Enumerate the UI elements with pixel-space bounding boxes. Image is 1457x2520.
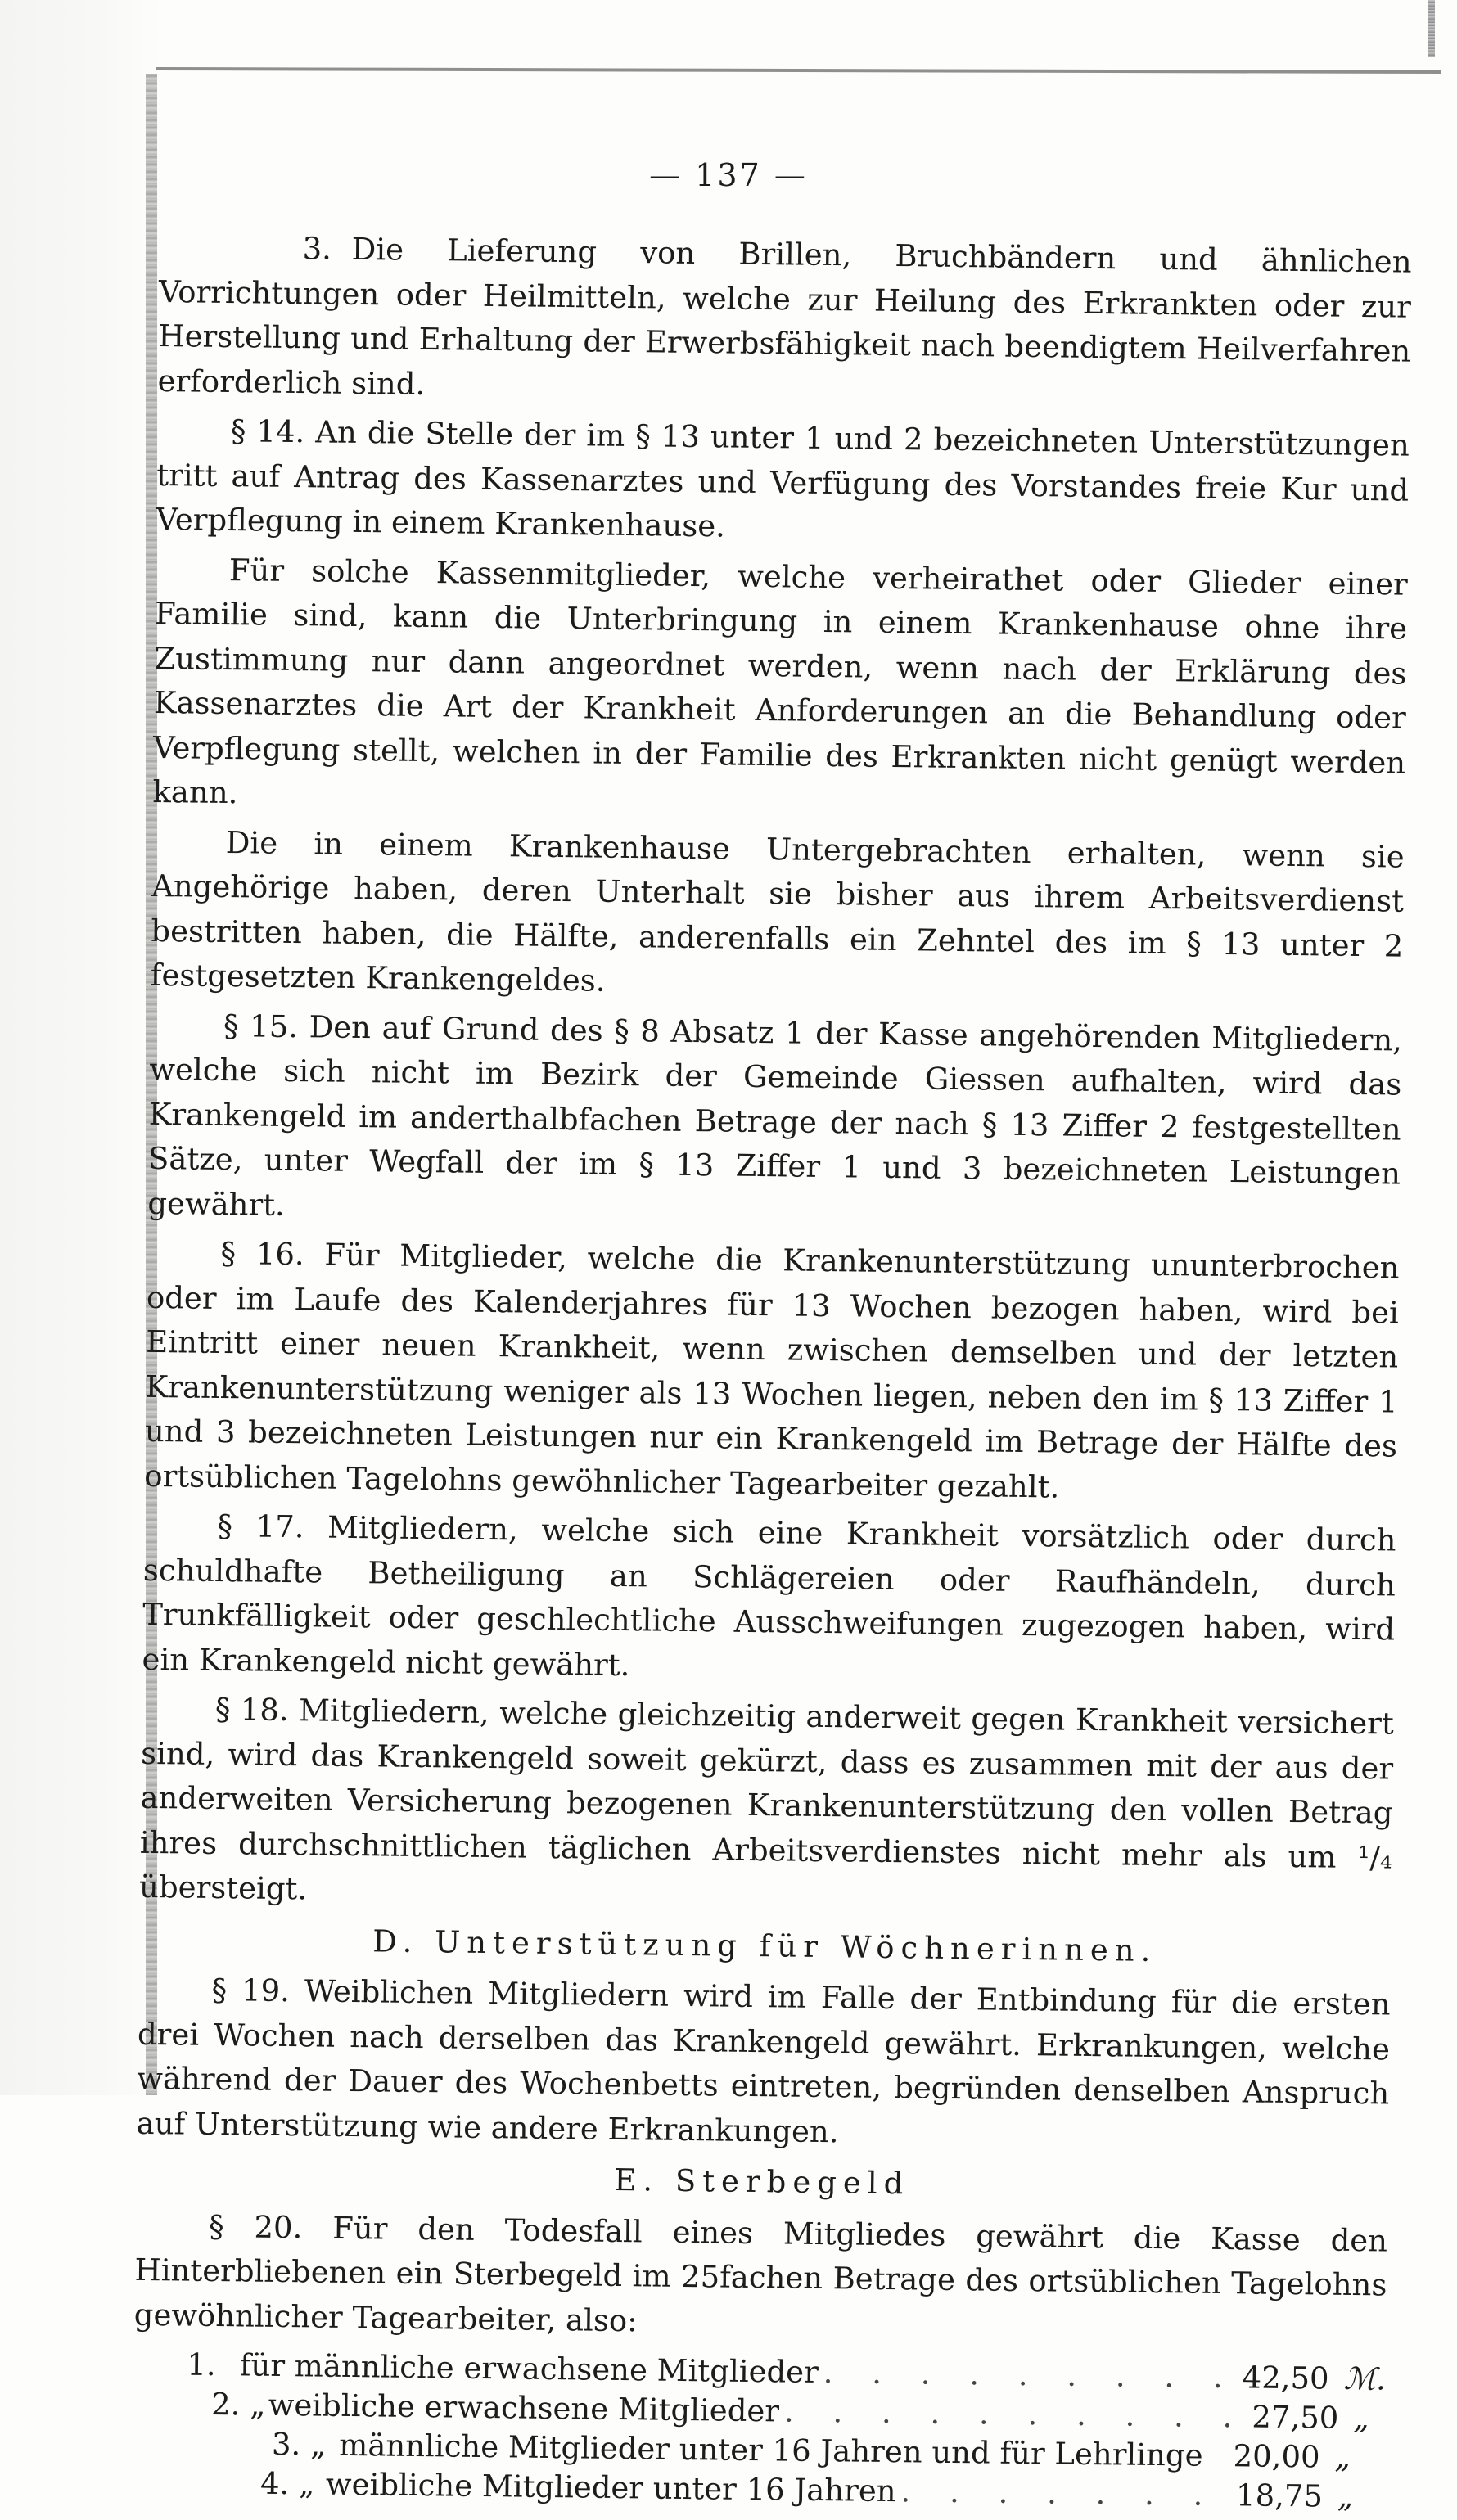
fee-ditto-mark: „: [250, 2383, 268, 2428]
fee-number: 3.: [133, 2421, 311, 2468]
fee-unit: ℳ.: [1328, 2357, 1386, 2402]
fee-label: für männliche erwachsene Mitglieder: [240, 2343, 819, 2395]
fee-unit: „: [1323, 2475, 1385, 2520]
fee-label: weibliche erwachsene Mitglieder: [268, 2383, 779, 2434]
fee-leader-dots: . . . . . . .: [895, 2469, 1223, 2518]
fee-unit: „: [1338, 2396, 1386, 2441]
fee-label: männliche Mitglieder unter 16 Jahren und für Lehrlinge: [339, 2423, 1203, 2478]
fee-amount: 18,75: [1222, 2473, 1323, 2519]
page-corner-edge: [1428, 0, 1435, 57]
item-3: [157, 225, 1412, 419]
paragraph-15: § 15. Den auf Grund des § 8 Absatz 1 der Kasse angehörenden Mitgliedern, welche sich nicht im Bezirk der Gemeinde Giessen aufhalten, wird das Krankengeld im anderthalbfachen Betrage der nach § 13 Ziffer 2 festgestellten Sätze, unter Wegfall der im § 13 Ziffer 1 und 3 bezeichneten Leistungen gewährt.: [147, 1003, 1402, 1241]
fee-ditto-mark: „: [310, 2423, 340, 2468]
paragraph-14a: § 14. An die Stelle der im § 13 unter 1 und 2 bezeichneten Unterstützungen tritt auf Antrag des Kassenarztes und Verfügung des Vorstandes freie Kur und Verpflegung in einem Krankenhause.: [156, 408, 1410, 557]
fee-number: 4.: [132, 2460, 300, 2507]
fee-number: 2.: [133, 2382, 250, 2428]
page-number: — 137 —: [0, 157, 1457, 193]
fee-leader-dots: . . . . . . . . .: [818, 2351, 1243, 2401]
fee-leader-dots: . . . . . . . . . .: [779, 2389, 1252, 2440]
fee-unit: „: [1319, 2436, 1385, 2481]
paragraph-16: § 16. Für Mitglieder, welche die Krankenunterstützung ununterbrochen oder im Laufe des Kalenderjahres für 13 Wochen bezogen haben, wird bei Eintritt einer neuen Krankheit, wenn zwischen demselben und der letzten Krankenunterstützung weniger als 13 Wochen liegen, neben den im § 13 Ziffer 1 und 3 bezeichneten Leistungen nur ein Krankengeld im Betrage der Hälfte des ortsüblichen Tagelohns gewöhnlicher Tagearbeiter gezahlt.: [144, 1231, 1400, 1514]
paragraph-14c: Die in einem Krankenhause Untergebrachten erhalten, wenn sie Angehörige haben, deren Unterhalt sie bisher aus ihrem Arbeitsverdienst bestritten haben, die Hälfte, anderenfalls ein Zehntel des im § 13 unter 2 festgesetzten Krankengeldes.: [150, 819, 1405, 1013]
fee-amount: 42,50: [1242, 2355, 1329, 2401]
paragraph-19: § 19. Weiblichen Mitgliedern wird im Falle der Entbindung für die ersten drei Wochen nach derselben das Krankengeld gewährt. Erkrankungen, welche während der Dauer des Wochenbetts eintreten, begründen denselben Anspruch auf Unterstützung wie andere Erkrankungen.: [136, 1968, 1391, 2162]
sterbegeld-fee-list: [132, 2342, 1386, 2515]
fee-amount: 27,50: [1252, 2396, 1339, 2441]
paragraph-17: § 17. Mitgliedern, welche sich eine Krankheit vorsätzlich oder durch schuldhafte Betheiligung an Schlägereien oder Raufhändeln, durch Trunkfälligkeit oder geschlechtliche Ausschweifungen zugezogen haben, wird ein Krankengeld nicht gewährt.: [142, 1503, 1396, 1697]
section-d-title: D. Unterstützung für Wöchnerinnen.: [138, 1916, 1392, 1976]
fee-label: weibliche Mitglieder unter 16 Jahren: [326, 2463, 896, 2514]
scan-left-margin: [0, 0, 164, 2095]
paragraph-20: § 20. Für den Todesfall eines Mitgliedes gewährt die Kasse den Hinterbliebenen ein Sterbegeld im 25fachen Betrage des ortsüblichen Tagelohns gewöhnlicher Tagearbeiter, also:: [133, 2203, 1387, 2352]
fee-amount: 20,00: [1212, 2434, 1320, 2480]
fee-number: 1.: [133, 2342, 226, 2388]
paragraph-18: § 18. Mitgliedern, welche gleichzeitig anderweit gegen Krankheit versichert sind, wird das Krankengeld soweit gekürzt, dass es zusammen mit der aus der anderweiten Versicherung bezogenen Krankenunterstützung den vollen Betrag ihres durchschnittlichen täglichen Arbeitsverdienstes nicht mehr als um ¹/₄ übersteigt.: [139, 1687, 1394, 1925]
page-top-edge: [156, 67, 1441, 74]
paragraph-14b: Für solche Kassenmitglieder, welche verheirathet oder Glieder einer Familie sind, kann die Unterbringung in einem Krankenhause ohne ihre Zustimmung nur dann angeordnet werden, wenn nach der Erklärung des Kassenarztes die Art der Krankheit Anforderungen an die Behandlung oder Verpflegung stellt, welchen in der Familie des Erkrankten nicht genügt werden kann.: [152, 547, 1408, 830]
section-e-title: E. Sterbegeld: [136, 2153, 1389, 2212]
fee-ditto-mark: „: [299, 2462, 326, 2507]
item-text: Die Lieferung von Brillen, Bruchbändern und ähnlichen Vorrichtungen oder Heilmitteln, welche zur Heilung des Erkrankten oder zur Herstellung und Erhaltung der Erwerbsfähigkeit nach beendigtem Heilverfahren erforderlich sind.: [157, 232, 1411, 402]
item-number: 3.: [302, 227, 352, 272]
document-body: [132, 225, 1412, 2514]
